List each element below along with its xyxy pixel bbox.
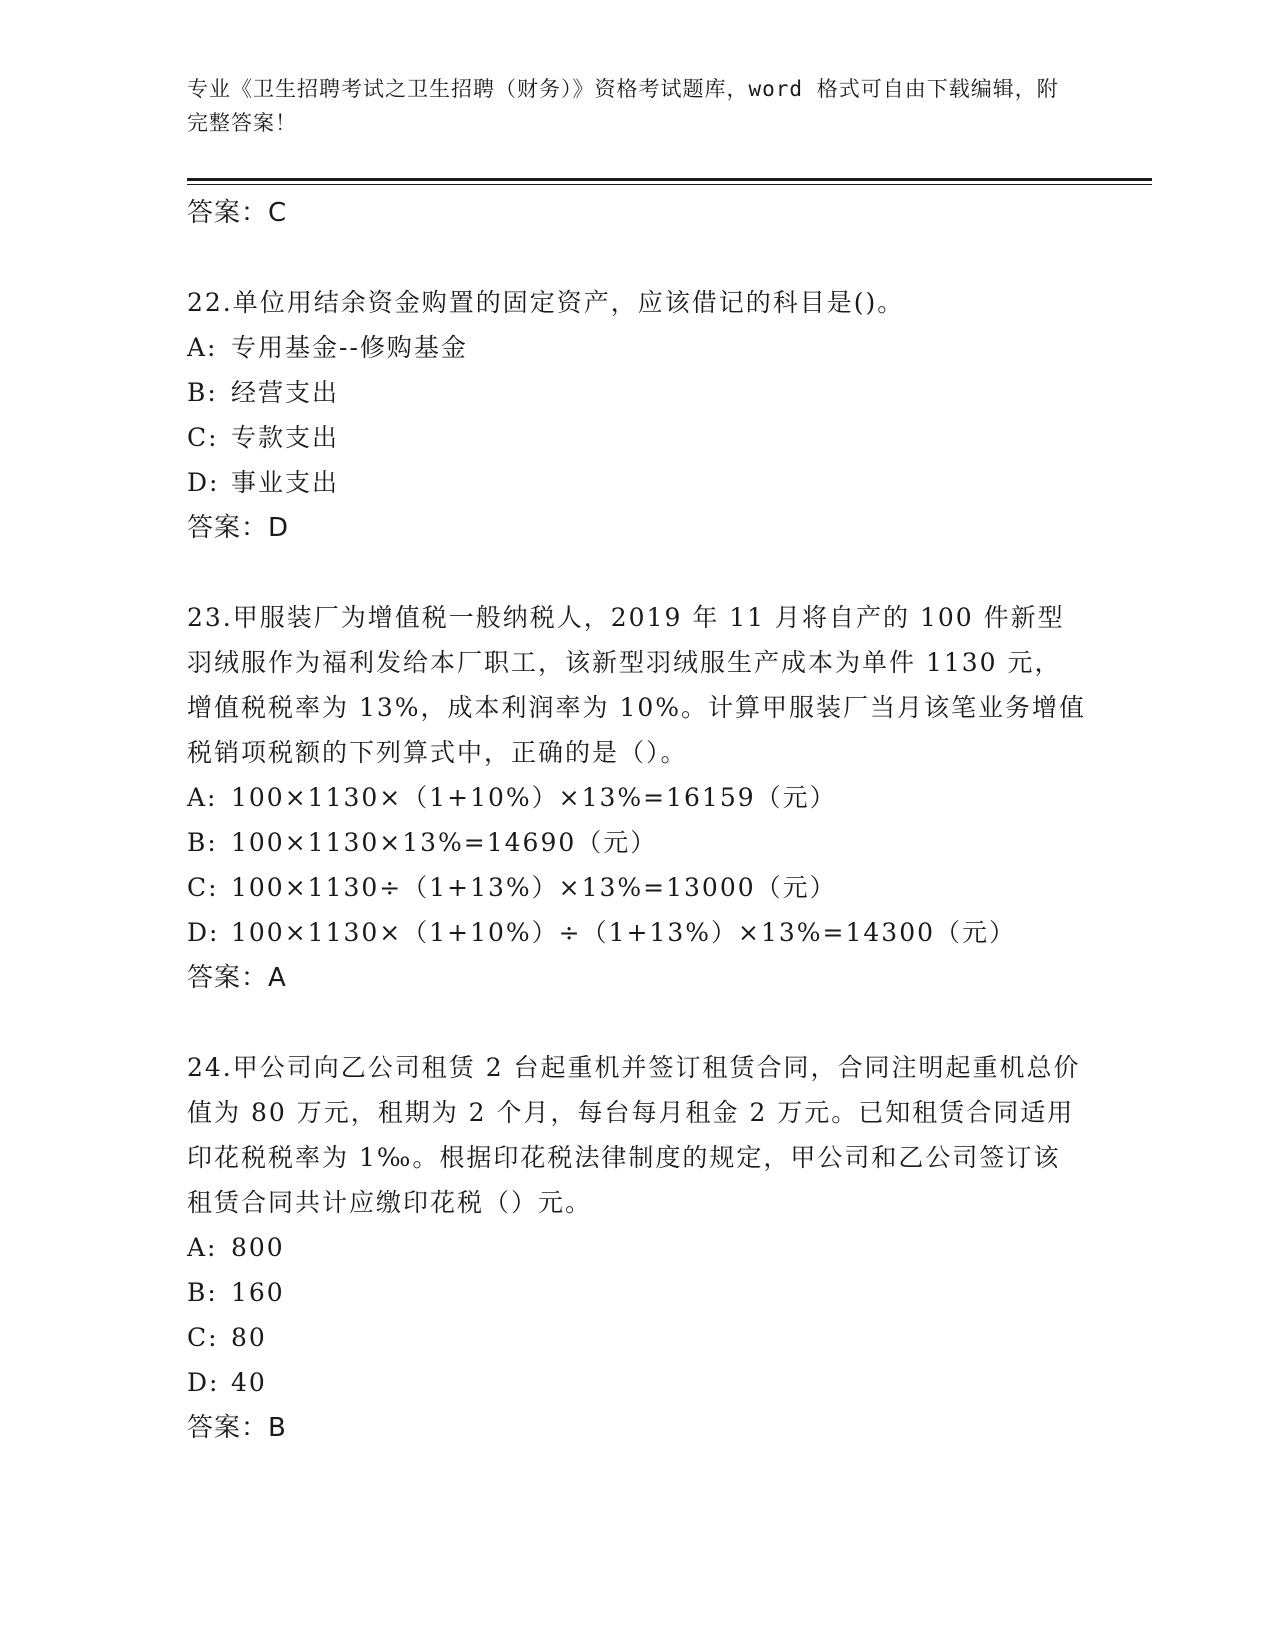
option-text: 160 <box>231 1278 285 1307</box>
option-key: B: <box>187 1278 218 1307</box>
option-text: 专用基金--修购基金 <box>231 333 468 362</box>
header-rule-thick <box>187 178 1152 181</box>
option-d <box>187 1360 1087 1405</box>
option-a <box>187 1225 1087 1270</box>
option-text: 100×1130×（1+10%）÷（1+13%）×13%=14300（元） <box>231 918 1017 947</box>
option-text: 事业支出 <box>231 468 340 497</box>
option-b <box>187 370 1087 415</box>
option-a <box>187 325 1087 370</box>
question-stem: 23.甲服装厂为增值税一般纳税人，2019 年 11 月将自产的 100 件新型羽绒服作为福利发给本厂职工，该新型羽绒服生产成本为单件 1130 元，增值税税率为 13%，成本利润率为 10%。计算甲服装厂当月该笔业务增值税销项税额的下列算式中，正确的是（）。 <box>187 603 1087 767</box>
question-24 <box>187 1045 1087 1451</box>
option-c <box>187 415 1087 460</box>
answer: 答案：D <box>187 513 290 543</box>
header-rule-thin <box>187 184 1152 185</box>
option-text: 100×1130×13%=14690（元） <box>231 828 658 857</box>
question-stem: 24.甲公司向乙公司租赁 2 台起重机并签订租赁合同，合同注明起重机总价值为 80 万元，租期为 2 个月，每台每月租金 2 万元。已知租赁合同适用印花税税率为 1‰。根据印花税法律制度的规定，甲公司和乙公司签订该租赁合同共计应缴印花税（）元。 <box>187 1053 1081 1217</box>
option-key: D: <box>187 1368 220 1397</box>
option-d <box>187 910 1087 955</box>
option-key: D: <box>187 918 220 947</box>
option-text: 专款支出 <box>231 423 340 452</box>
option-key: C: <box>187 873 219 902</box>
question-stem: 22.单位用结余资金购置的固定资产，应该借记的科目是()。 <box>187 288 905 317</box>
option-key: B: <box>187 828 218 857</box>
option-key: C: <box>187 423 219 452</box>
option-key: A: <box>187 333 218 362</box>
option-text: 100×1130÷（1+13%）×13%=13000（元） <box>231 873 837 902</box>
option-text: 100×1130×（1+10%）×13%=16159（元） <box>231 783 837 812</box>
option-text: 经营支出 <box>231 378 340 407</box>
option-a <box>187 775 1087 820</box>
option-key: B: <box>187 378 218 407</box>
option-key: A: <box>187 1233 218 1262</box>
option-b <box>187 1270 1087 1315</box>
option-b <box>187 820 1087 865</box>
answer: 答案：A <box>187 963 287 993</box>
document-header: 专业《卫生招聘考试之卫生招聘（财务）》资格考试题库，word 格式可自由下载编辑，附完整答案！ <box>187 77 1059 135</box>
option-c <box>187 1315 1087 1360</box>
option-d <box>187 460 1087 505</box>
option-text: 800 <box>231 1233 285 1262</box>
option-text: 40 <box>231 1368 267 1397</box>
question-list <box>187 190 1087 1451</box>
option-c <box>187 865 1087 910</box>
option-key: A: <box>187 783 218 812</box>
option-key: C: <box>187 1323 219 1352</box>
question-23 <box>187 595 1087 1001</box>
option-key: D: <box>187 468 220 497</box>
option-text: 80 <box>231 1323 267 1352</box>
answer: 答案：B <box>187 1413 287 1443</box>
question-22 <box>187 280 1087 551</box>
answer-prev: 答案：C <box>187 198 288 228</box>
